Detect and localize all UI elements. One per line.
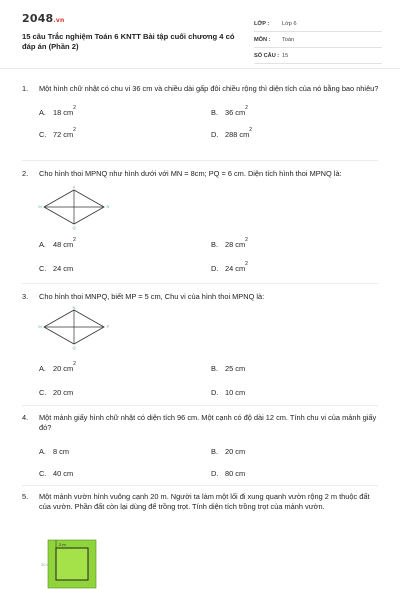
side-length-label: 20 m: [41, 562, 50, 567]
answer-b[interactable]: B. 25 cm: [211, 364, 246, 373]
question-number: 2.: [22, 169, 29, 178]
question-divider: [22, 283, 378, 284]
meta-key: LỚP :: [254, 21, 270, 28]
question-divider: [22, 485, 378, 486]
logo-suffix: .vn: [53, 17, 65, 24]
site-logo[interactable]: 2048.vn: [22, 12, 65, 25]
answer-d[interactable]: D. 24 cm 2: [211, 261, 248, 273]
path-width-label: 2 m: [59, 542, 66, 547]
meta-row-subject: [254, 34, 382, 48]
vertex-label-bottom: Q: [72, 225, 76, 230]
vertex-label-top: N: [72, 306, 76, 310]
vertex-label-top: P: [72, 186, 76, 190]
answer-d[interactable]: D. 10 cm: [211, 388, 246, 397]
answer-d[interactable]: D. 80 cm: [211, 469, 246, 478]
question-4: [22, 413, 382, 433]
meta-row-count: [254, 50, 382, 64]
question-2: [22, 169, 382, 179]
vertex-label-right: N: [106, 204, 110, 209]
vertex-label-right: P: [106, 324, 110, 329]
question-text: Một hình chữ nhật có chu vi 36 cm và chiều dài gấp đôi chiều rộng thì diện tích của nó bằng bao nhiêu?: [39, 84, 379, 93]
meta-key: SỐ CÂU :: [254, 53, 280, 60]
answer-c[interactable]: C. 20 cm: [39, 388, 74, 397]
rhombus-figure-mpnq: [38, 186, 110, 230]
question-number: 1.: [22, 84, 29, 93]
question-stem: [22, 169, 382, 179]
question-number: 4.: [22, 413, 29, 422]
answer-options: [22, 104, 382, 139]
garden-inner: [56, 548, 88, 580]
answer-c[interactable]: C. 72 cm 2: [39, 126, 76, 139]
question-stem: [22, 292, 382, 302]
question-text: Một mảnh vườn hình vuông cạnh 20 m. Người ta làm một lối đi xung quanh vườn rộng 2 m thuộc đất của vườn. Phần đất còn lại dùng để trồng trọt. Tính diện tích trồng trọt của mảnh vườn.: [39, 492, 370, 511]
answer-options: [22, 237, 382, 273]
answer-a[interactable]: A. 8 cm: [39, 447, 70, 456]
answer-c[interactable]: C. 40 cm: [39, 469, 74, 478]
answer-b[interactable]: B. 36 cm 2: [211, 104, 248, 117]
meta-key: MÔN :: [254, 37, 271, 44]
meta-row-class: [254, 18, 382, 32]
answer-options: [22, 447, 382, 477]
question-5: [22, 492, 382, 512]
question-number: 5.: [22, 492, 29, 501]
question-3: [22, 292, 382, 302]
question-1: [22, 84, 382, 138]
meta-value: 15: [282, 53, 289, 60]
answer-d[interactable]: D. 288 cm 2: [211, 126, 253, 139]
answer-a[interactable]: A. 18 cm 2: [39, 104, 76, 117]
document-title: 15 câu Trắc nghiệm Toán 6 KNTT Bài tập cuối chương 4 có đáp án (Phần 2): [22, 32, 235, 52]
header-divider: [0, 68, 400, 69]
garden-figure: [40, 536, 100, 590]
answer-b[interactable]: B. 20 cm: [211, 447, 246, 456]
meta-value: Toán: [282, 37, 295, 44]
meta-value: Lớp 6: [282, 21, 297, 28]
answer-a[interactable]: A. 20 cm 2: [39, 361, 76, 373]
answer-c[interactable]: C. 24 cm: [39, 264, 74, 273]
vertex-label-left: M: [38, 324, 42, 329]
question-text: Cho hình thoi MNPQ, biết MP = 5 cm, Chu vi của hình thoi MPNQ là:: [39, 292, 265, 301]
answer-a[interactable]: A. 48 cm 2: [39, 237, 76, 249]
question-text: Một mảnh giấy hình chữ nhật có diện tích 96 cm. Một cạnh có độ dài 12 cm. Tính chu vi của mảnh giấy đó?: [39, 413, 377, 432]
rhombus-figure-mnpq: [38, 306, 110, 350]
question-text: Cho hình thoi MPNQ như hình dưới với MN = 8cm; PQ = 6 cm. Diện tích hình thoi MPNQ là:: [39, 169, 342, 178]
question-divider: [22, 405, 378, 406]
question-stem: [22, 84, 382, 94]
document-header: [22, 12, 382, 60]
question-divider: [22, 160, 378, 161]
question-number: 3.: [22, 292, 29, 301]
question-stem: [22, 413, 382, 433]
answer-options: [22, 361, 382, 397]
vertex-label-bottom: Q: [72, 345, 76, 350]
question-stem: [22, 492, 382, 512]
answer-b[interactable]: B. 28 cm 2: [211, 237, 248, 249]
meta-info: [254, 18, 382, 66]
vertex-label-left: M: [38, 204, 42, 209]
